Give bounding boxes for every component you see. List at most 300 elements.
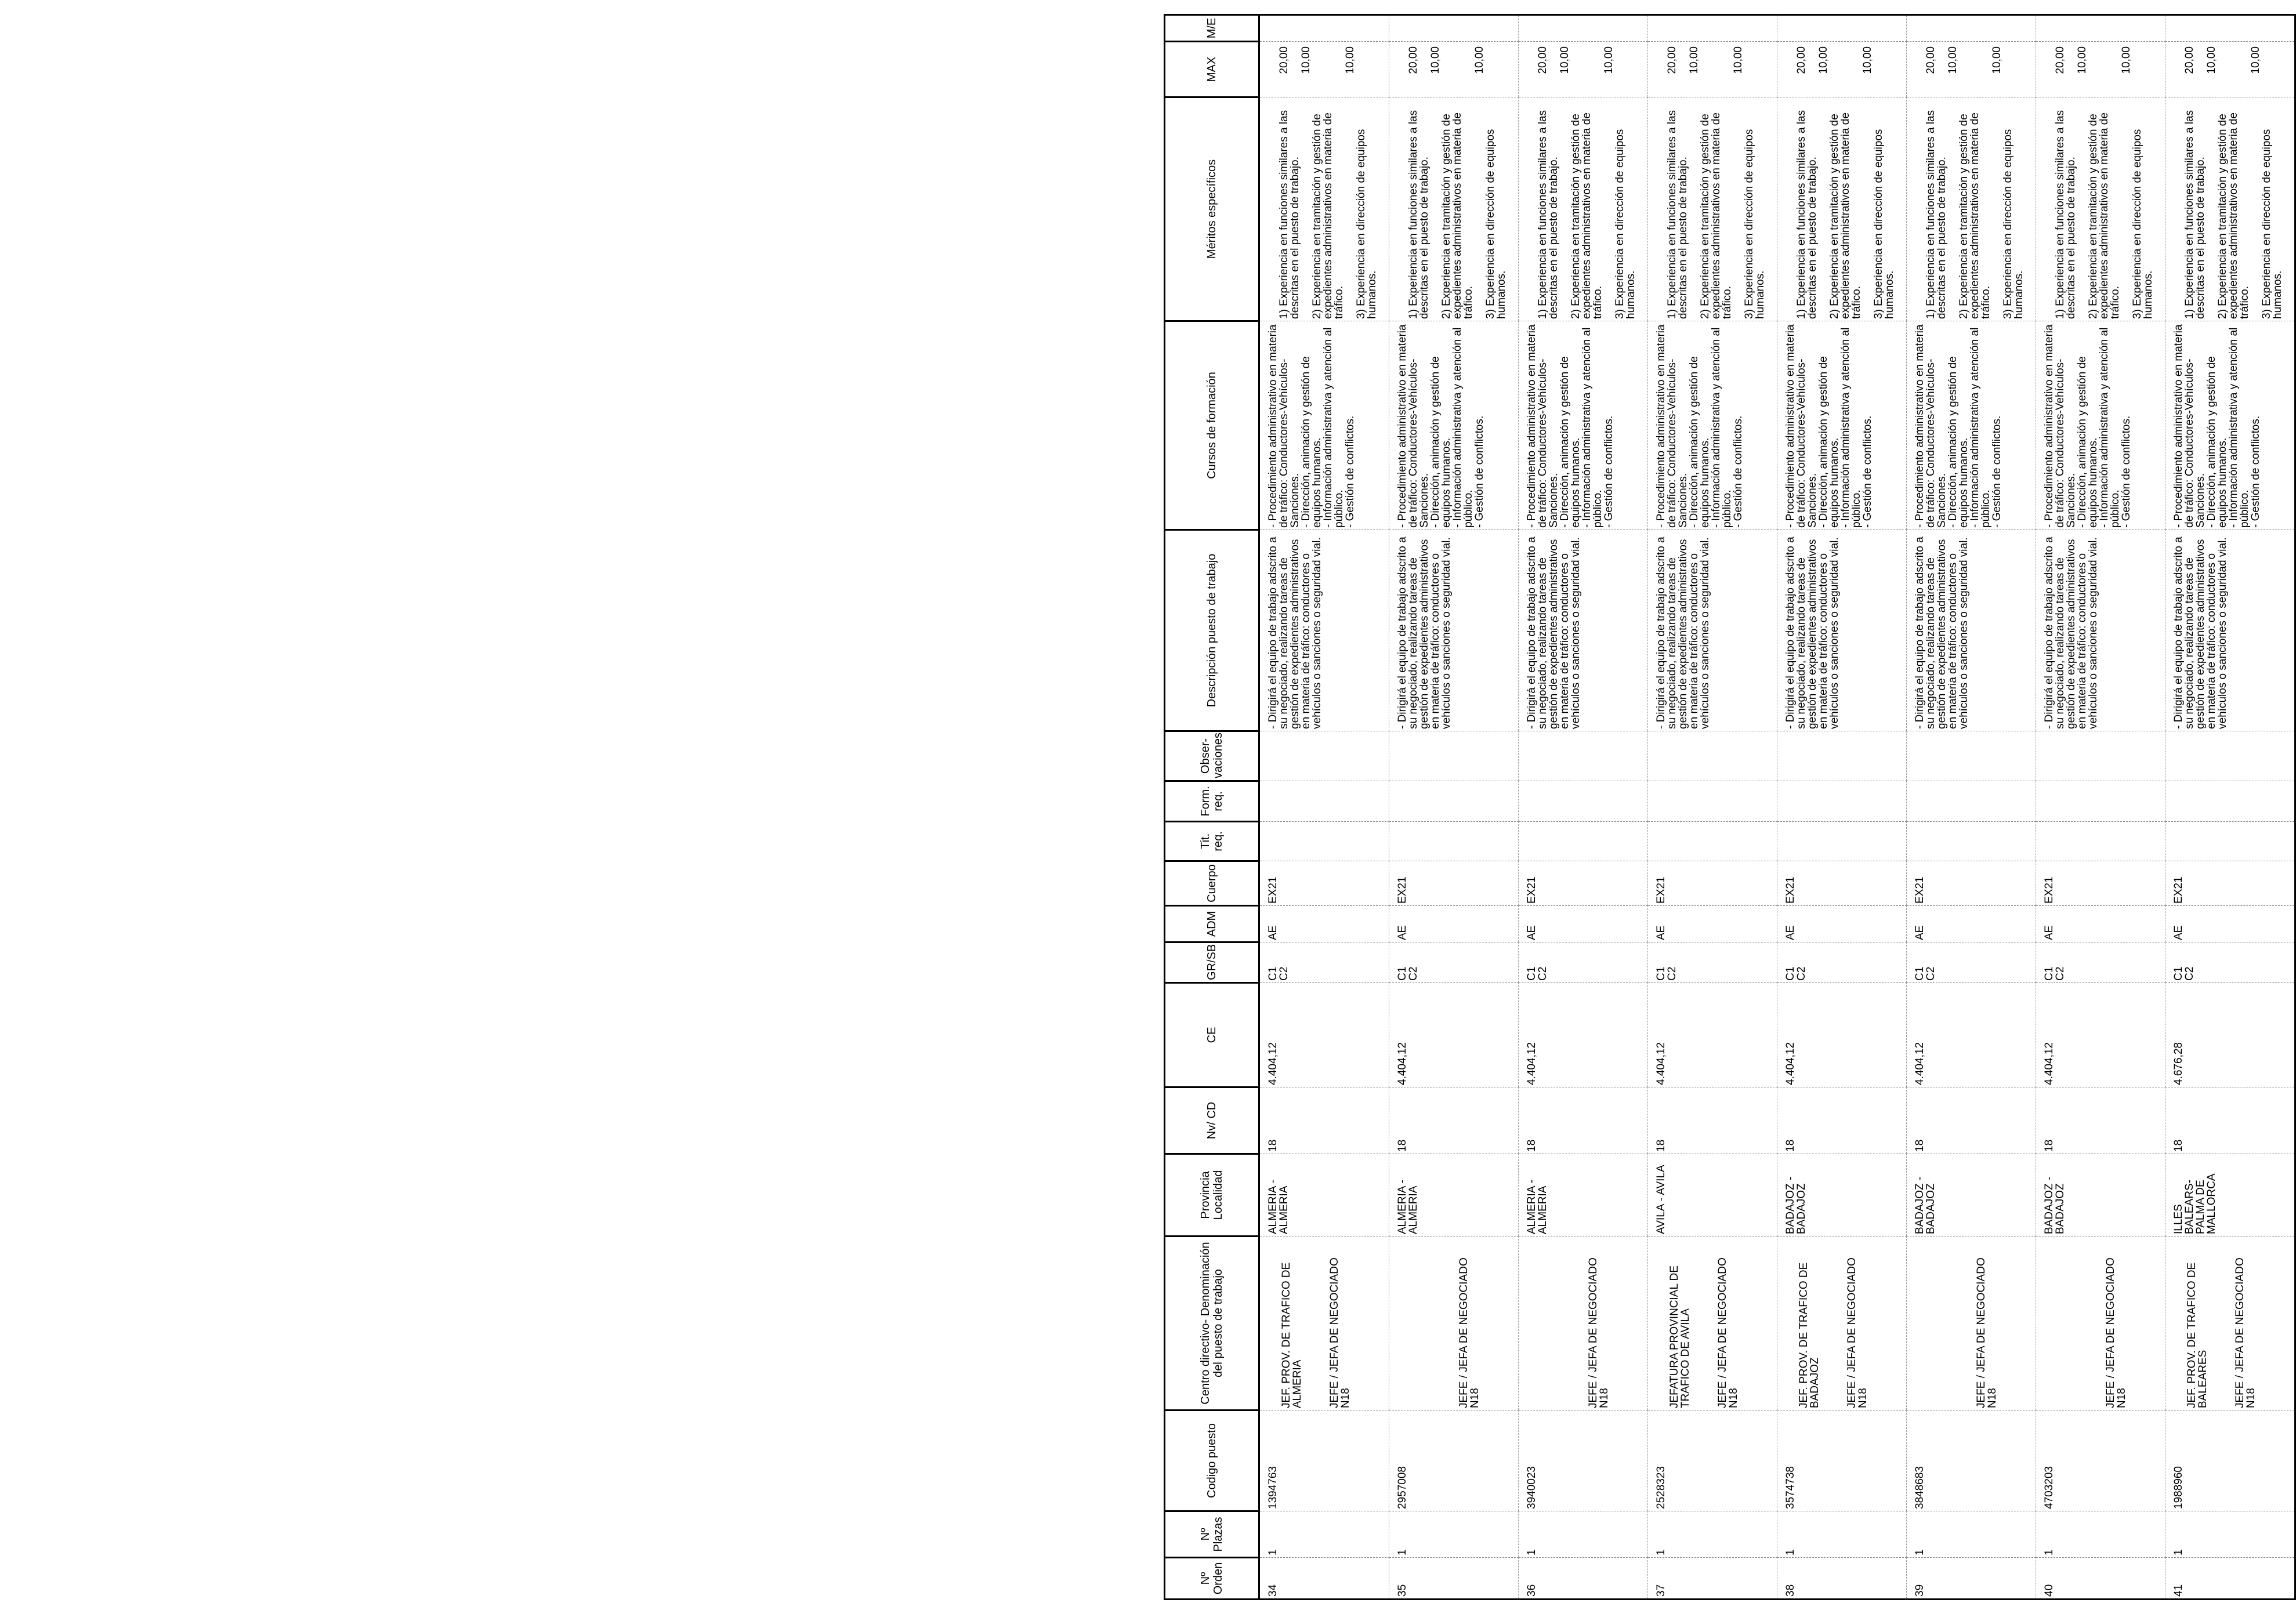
plazas: 1 <box>2043 1549 2055 1555</box>
table-header <box>1165 15 1259 1600</box>
nivel-cd: 18 <box>2043 1139 2055 1152</box>
descripcion-puesto: - Dirigirá el equipo de trabajo adscrito a su negociado, realizando tareas de gestión de expedientes administrativos en materia de tráfico: conductores o vehículos o sanciones o seguridad vial. <box>1655 536 1711 729</box>
formacion-requerida <box>1260 781 1267 821</box>
grupo-cell <box>2036 942 2165 983</box>
max-3: 10,00 <box>1862 46 1874 74</box>
plazas-cell <box>1907 1511 2036 1558</box>
grupo-cell <box>1389 942 1519 983</box>
header-max: MAX <box>1165 42 1259 97</box>
codigo-cell <box>1907 1410 2036 1511</box>
table-row <box>1259 15 1389 1600</box>
nivel-cd: 18 <box>1655 1139 1667 1152</box>
formacion-cell <box>1389 781 1519 822</box>
provincia-cell <box>1259 1154 1389 1236</box>
me-cell <box>1777 15 1907 42</box>
grupo-cell <box>1907 942 2036 983</box>
adm-cell <box>1907 906 2036 942</box>
cuerpo: EX21 <box>2172 876 2185 904</box>
meritos-cell <box>1389 97 1519 321</box>
complemento-especifico: 4.404,12 <box>1396 1042 1408 1085</box>
plazas: 1 <box>2172 1549 2185 1555</box>
centro-directivo <box>2055 1238 2094 1408</box>
cuerpo: EX21 <box>1914 876 1926 904</box>
rotated-table-wrapper <box>1164 16 2284 1600</box>
observaciones-cell <box>1519 731 1648 781</box>
descripcion-cell <box>1519 530 1648 731</box>
centro-directivo: JEFATURA PROVINCIAL DE TRAFICO DE AVILA <box>1668 1265 1692 1408</box>
merito-3: 3) Experiencia en dirección de equipos humanos. <box>1484 129 1508 319</box>
me-cell <box>1259 15 1389 42</box>
orden-cell <box>1777 1558 1907 1600</box>
meritos-cell <box>2165 97 2295 321</box>
nivel-cell <box>1389 1087 1519 1154</box>
header-grupo: GR/SB <box>1165 942 1259 983</box>
denominacion-puesto: JEFE / JEFA DE NEGOCIADO N18 <box>1846 1257 1869 1408</box>
provincia-localidad: BADAJOZ - BADAJOZ <box>1784 1176 1808 1234</box>
me-cell <box>1389 15 1519 42</box>
ce-cell <box>1389 983 1519 1087</box>
complemento-especifico: 4.404,12 <box>1655 1042 1667 1085</box>
merito-2: 2) Experiencia en tramitación y gestión de expedientes administrativos en materia de tráfico. <box>2217 113 2251 319</box>
max-1: 20,00 <box>1537 46 1549 74</box>
orden: 37 <box>1655 1584 1667 1597</box>
codigo-puesto: 4703203 <box>2043 1466 2055 1509</box>
denominacion-puesto: JEFE / JEFA DE NEGOCIADO N18 <box>1975 1257 1998 1408</box>
descripcion-puesto: - Dirigirá el equipo de trabajo adscrito a su negociado, realizando tareas de gestión de expedientes administrativos en materia de tráfico: conductores o vehículos o sanciones o seguridad vial. <box>2043 536 2099 729</box>
me-value <box>1260 16 1267 41</box>
orden: 34 <box>1267 1584 1279 1597</box>
nivel-cell <box>2036 1087 2165 1154</box>
titulacion-cell <box>1259 822 1389 861</box>
titulacion-requerida <box>1389 822 1397 861</box>
cuerpo: EX21 <box>1526 876 1538 904</box>
descripcion-puesto: - Dirigirá el equipo de trabajo adscrito a su negociado, realizando tareas de gestión de expedientes administrativos en materia de tráfico: conductores o vehículos o sanciones o seguridad vial. <box>1396 536 1453 729</box>
titulacion-cell <box>2036 822 2165 861</box>
grupo-subgrupo: C1 C2 <box>1784 966 1808 981</box>
centro-cell <box>1648 1236 1777 1410</box>
grupo-subgrupo: C1 C2 <box>2043 966 2066 981</box>
codigo-puesto: 3848683 <box>1914 1466 1926 1509</box>
codigo-cell <box>2036 1410 2165 1511</box>
header-me: M/E <box>1165 15 1259 42</box>
observaciones <box>1389 731 1397 781</box>
titulacion-cell <box>1907 822 2036 861</box>
cuerpo-cell <box>1907 861 2036 906</box>
max-cell <box>1389 42 1519 97</box>
grupo-subgrupo: C1 C2 <box>1396 966 1419 981</box>
cursos-cell <box>1389 321 1519 530</box>
nivel-cell <box>1907 1087 2036 1154</box>
provincia-cell <box>2036 1154 2165 1236</box>
orden: 35 <box>1396 1584 1408 1597</box>
adm-cell <box>1648 906 1777 942</box>
centro-cell <box>2165 1236 2295 1410</box>
titulacion-requerida <box>1648 822 1656 861</box>
nivel-cell <box>1777 1087 1907 1154</box>
denominacion-puesto: JEFE / JEFA DE NEGOCIADO N18 <box>1587 1257 1610 1408</box>
cuerpo-cell <box>2165 861 2295 906</box>
provincia-localidad: BADAJOZ - BADAJOZ <box>2043 1176 2066 1234</box>
titulacion-requerida <box>1907 822 1914 861</box>
merito-1: 1) Experiencia en funciones similares a las descritas en el puesto de trabajo. <box>2183 110 2207 319</box>
cuerpo: EX21 <box>1784 876 1797 904</box>
orden-cell <box>1519 1558 1648 1600</box>
provincia-cell <box>1777 1154 1907 1236</box>
provincia-cell <box>2165 1154 2295 1236</box>
max-3: 10,00 <box>1603 46 1615 74</box>
administracion: AE <box>2043 925 2055 940</box>
codigo-puesto: 1988960 <box>2172 1466 2185 1509</box>
header-codigo: Codigo puesto <box>1165 1410 1259 1511</box>
formacion-requerida <box>1777 781 1785 821</box>
nivel-cell <box>1259 1087 1389 1154</box>
max-cell <box>2165 42 2295 97</box>
titulacion-requerida <box>1260 822 1267 861</box>
orden-cell <box>2165 1558 2295 1600</box>
meritos-cell <box>1519 97 1648 321</box>
merito-1: 1) Experiencia en funciones similares a las descritas en el puesto de trabajo. <box>1925 110 1948 319</box>
orden: 40 <box>2043 1584 2055 1597</box>
cursos-cell <box>1907 321 2036 530</box>
administracion: AE <box>1655 925 1667 940</box>
max-3: 10,00 <box>2120 46 2132 74</box>
grupo-cell <box>2165 942 2295 983</box>
max-1: 20,00 <box>1795 46 1808 74</box>
titulacion-cell <box>1777 822 1907 861</box>
ce-cell <box>1259 983 1389 1087</box>
plazas: 1 <box>1784 1549 1797 1555</box>
titulacion-cell <box>2165 822 2295 861</box>
ce-cell <box>1648 983 1777 1087</box>
formacion-requerida <box>2036 781 2044 821</box>
orden: 41 <box>2172 1584 2185 1597</box>
centro-directivo <box>1925 1238 1965 1408</box>
formacion-cell <box>1259 781 1389 822</box>
table-row <box>1389 15 1519 1600</box>
max-2: 10,00 <box>1688 46 1700 74</box>
merito-2: 2) Experiencia en tramitación y gestión de expedientes administrativos en materia de tráfico. <box>1311 113 1345 319</box>
denominacion-puesto: JEFE / JEFA DE NEGOCIADO N18 <box>1328 1257 1352 1408</box>
plazas-cell <box>2036 1511 2165 1558</box>
max-3: 10,00 <box>2250 46 2262 74</box>
max-3: 10,00 <box>1991 46 2003 74</box>
descripcion-cell <box>1907 530 2036 731</box>
administracion: AE <box>1396 925 1408 940</box>
descripcion-cell <box>1389 530 1519 731</box>
descripcion-cell <box>1777 530 1907 731</box>
nivel-cd: 18 <box>1914 1139 1926 1152</box>
max-3: 10,00 <box>1344 46 1356 74</box>
formacion-requerida <box>1519 781 1526 821</box>
observaciones <box>2036 731 2044 781</box>
titulacion-cell <box>1519 822 1648 861</box>
header-observaciones: Obser- vaciones <box>1165 731 1259 781</box>
merito-2: 2) Experiencia en tramitación y gestión de expedientes administrativos en materia de tráfico. <box>2087 113 2121 319</box>
administracion: AE <box>1526 925 1538 940</box>
merito-1: 1) Experiencia en funciones similares a las descritas en el puesto de trabajo. <box>2054 110 2077 319</box>
header-adm: ADM <box>1165 906 1259 942</box>
titulacion-requerida <box>1777 822 1785 861</box>
cuerpo-cell <box>1777 861 1907 906</box>
plazas-cell <box>1519 1511 1648 1558</box>
nivel-cd: 18 <box>1396 1139 1408 1152</box>
adm-cell <box>1259 906 1389 942</box>
formacion-cell <box>2165 781 2295 822</box>
meritos-cell <box>1259 97 1389 321</box>
observaciones-cell <box>1648 731 1777 781</box>
administracion: AE <box>2172 925 2185 940</box>
cursos-formacion: - Procedimiento administrativo en materia de tráfico: Conductores-Vehículos-Sanciones. - Dirección, animación y gestión de equipos humanos. - Información administrativa y atención al público. - Gestión de conflictos. <box>1914 324 2003 528</box>
centro-directivo <box>1537 1238 1577 1408</box>
provincia-localidad: ALMERIA - ALMERIA <box>1267 1180 1290 1234</box>
header-cuerpo: Cuerpo <box>1165 861 1259 906</box>
grupo-cell <box>1519 942 1648 983</box>
meritos-cell <box>1777 97 1907 321</box>
titulacion-requerida <box>1519 822 1526 861</box>
denominacion-puesto: JEFE / JEFA DE NEGOCIADO N18 <box>2105 1257 2128 1408</box>
meritos-cell <box>2036 97 2165 321</box>
cuerpo: EX21 <box>1396 876 1408 904</box>
max-1: 20,00 <box>1925 46 1937 74</box>
plazas-cell <box>2165 1511 2295 1558</box>
nivel-cell <box>1519 1087 1648 1154</box>
orden-cell <box>1389 1558 1519 1600</box>
cuerpo-cell <box>1389 861 1519 906</box>
centro-directivo: JEF. PROV. DE TRAFICO DE BALEARES <box>2186 1262 2209 1408</box>
orden: 39 <box>1914 1584 1926 1597</box>
ce-cell <box>2165 983 2295 1087</box>
observaciones <box>1648 731 1656 781</box>
complemento-especifico: 4.676,28 <box>2172 1042 2185 1085</box>
max-cell <box>1519 42 1648 97</box>
me-value <box>2036 16 2044 41</box>
orden-cell <box>1907 1558 2036 1600</box>
max-1: 20,00 <box>1666 46 1678 74</box>
formacion-requerida <box>1389 781 1397 821</box>
meritos-cell <box>1648 97 1777 321</box>
orden-cell <box>2036 1558 2165 1600</box>
max-2: 10,00 <box>1300 46 1312 74</box>
nivel-cd: 18 <box>1526 1139 1538 1152</box>
table-row <box>2036 15 2165 1600</box>
me-cell <box>1648 15 1777 42</box>
merito-1: 1) Experiencia en funciones similares a las descritas en el puesto de trabajo. <box>1407 110 1431 319</box>
codigo-puesto: 2957008 <box>1396 1466 1408 1509</box>
plazas-cell <box>1777 1511 1907 1558</box>
observaciones <box>1519 731 1526 781</box>
merito-3: 3) Experiencia en dirección de equipos humanos. <box>2002 129 2025 319</box>
header-orden: Nº Orden <box>1165 1558 1259 1600</box>
codigo-cell <box>1777 1410 1907 1511</box>
descripcion-cell <box>2036 530 2165 731</box>
cuerpo-cell <box>1648 861 1777 906</box>
titulacion-cell <box>1648 822 1777 861</box>
cursos-formacion: - Procedimiento administrativo en materia de tráfico: Conductores-Vehículos-Sanciones. - Dirección, animación y gestión de equipos humanos. - Información administrativa y atención al público. - Gestión de conflictos. <box>1655 324 1744 528</box>
me-value <box>1777 16 1785 41</box>
max-3: 10,00 <box>1473 46 1486 74</box>
ce-cell <box>1907 983 2036 1087</box>
me-value <box>1519 16 1526 41</box>
cursos-formacion: - Procedimiento administrativo en materia de tráfico: Conductores-Vehículos-Sanciones. - Dirección, animación y gestión de equipos humanos. - Información administrativa y atención al público. - Gestión de conflictos. <box>1267 324 1356 528</box>
administracion: AE <box>1267 925 1279 940</box>
table-body <box>1259 15 2295 1600</box>
codigo-puesto: 1394763 <box>1267 1466 1279 1509</box>
adm-cell <box>2165 906 2295 942</box>
header-row <box>1165 15 1259 1600</box>
header-descripcion: Descripción puesto de trabajo <box>1165 530 1259 731</box>
formacion-requerida <box>1907 781 1914 821</box>
administracion: AE <box>1784 925 1797 940</box>
nivel-cd: 18 <box>1267 1139 1279 1152</box>
formacion-requerida <box>1648 781 1656 821</box>
table-row <box>1648 15 1777 1600</box>
observaciones-cell <box>1907 731 2036 781</box>
max-2: 10,00 <box>1559 46 1571 74</box>
adm-cell <box>1777 906 1907 942</box>
descripcion-cell <box>2165 530 2295 731</box>
max-cell <box>1259 42 1389 97</box>
max-1: 20,00 <box>2183 46 2196 74</box>
centro-directivo: JEF. PROV. DE TRAFICO DE ALMERIA <box>1280 1262 1303 1408</box>
descripcion-puesto: - Dirigirá el equipo de trabajo adscrito a su negociado, realizando tareas de gestión de expedientes administrativos en materia de tráfico: conductores o vehículos o sanciones o seguridad vial. <box>1526 536 1582 729</box>
denominacion-puesto: JEFE / JEFA DE NEGOCIADO N18 <box>1458 1257 1481 1408</box>
max-1: 20,00 <box>2054 46 2066 74</box>
me-cell <box>2036 15 2165 42</box>
centro-directivo: JEF. PROV. DE TRAFICO DE BADAJOZ <box>1798 1262 1821 1408</box>
titulacion-requerida <box>2036 822 2044 861</box>
observaciones <box>1777 731 1785 781</box>
max-2: 10,00 <box>1429 46 1442 74</box>
centro-directivo <box>1408 1238 1447 1408</box>
centro-cell <box>1777 1236 1907 1410</box>
header-cursos: Cursos de formación <box>1165 321 1259 530</box>
cursos-formacion: - Procedimiento administrativo en materia de tráfico: Conductores-Vehículos-Sanciones. - Dirección, animación y gestión de equipos humanos. - Información administrativa y atención al público. - Gestión de conflictos. <box>1396 324 1486 528</box>
max-cell <box>1777 42 1907 97</box>
plazas: 1 <box>1526 1549 1538 1555</box>
administracion: AE <box>1914 925 1926 940</box>
header-ce: CE <box>1165 983 1259 1087</box>
me-value <box>2165 16 2173 41</box>
formacion-cell <box>1907 781 2036 822</box>
table-row <box>1907 15 2036 1600</box>
max-1: 20,00 <box>1278 46 1290 74</box>
descripcion-puesto: - Dirigirá el equipo de trabajo adscrito a su negociado, realizando tareas de gestión de expedientes administrativos en materia de tráfico: conductores o vehículos o sanciones o seguridad vial. <box>1784 536 1841 729</box>
header-titulacion: Tit. req. <box>1165 822 1259 861</box>
codigo-cell <box>1648 1410 1777 1511</box>
merito-3: 3) Experiencia en dirección de equipos humanos. <box>1614 129 1637 319</box>
me-value <box>1648 16 1656 41</box>
cuerpo-cell <box>1259 861 1389 906</box>
provincia-cell <box>1648 1154 1777 1236</box>
formacion-requerida <box>2165 781 2173 821</box>
table-row <box>2165 15 2295 1600</box>
plazas: 1 <box>1655 1549 1667 1555</box>
cuerpo-cell <box>1519 861 1648 906</box>
cuerpo-cell <box>2036 861 2165 906</box>
observaciones-cell <box>1259 731 1389 781</box>
max-2: 10,00 <box>1947 46 1959 74</box>
header-nivel: Nv/ CD <box>1165 1087 1259 1154</box>
merito-2: 2) Experiencia en tramitación y gestión de expedientes administrativos en materia de tráfico. <box>1570 113 1604 319</box>
codigo-puesto: 3574738 <box>1784 1466 1797 1509</box>
observaciones <box>1907 731 1914 781</box>
max-2: 10,00 <box>1817 46 1830 74</box>
observaciones <box>2165 731 2173 781</box>
merito-3: 3) Experiencia en dirección de equipos humanos. <box>1355 129 1378 319</box>
nivel-cd: 18 <box>1784 1139 1797 1152</box>
max-1: 20,00 <box>1407 46 1419 74</box>
adm-cell <box>1519 906 1648 942</box>
header-meritos: Méritos específicos <box>1165 97 1259 321</box>
denominacion-puesto: JEFE / JEFA DE NEGOCIADO N18 <box>1716 1257 1740 1408</box>
me-cell <box>1907 15 2036 42</box>
me-value <box>1907 16 1914 41</box>
complemento-especifico: 4.404,12 <box>1784 1042 1797 1085</box>
orden: 38 <box>1784 1584 1797 1597</box>
descripcion-puesto: - Dirigirá el equipo de trabajo adscrito a su negociado, realizando tareas de gestión de expedientes administrativos en materia de tráfico: conductores o vehículos o sanciones o seguridad vial. <box>1267 536 1323 729</box>
merito-3: 3) Experiencia en dirección de equipos humanos. <box>1873 129 1896 319</box>
header-plazas: Nº Plazas <box>1165 1511 1259 1558</box>
orden: 36 <box>1526 1584 1538 1597</box>
cuerpo: EX21 <box>1267 876 1279 904</box>
table-row <box>1519 15 1648 1600</box>
provincia-localidad: BADAJOZ - BADAJOZ <box>1914 1176 1937 1234</box>
provincia-cell <box>1389 1154 1519 1236</box>
cursos-cell <box>1777 321 1907 530</box>
denominacion-puesto: JEFE / JEFA DE NEGOCIADO N18 <box>2234 1257 2257 1408</box>
me-cell <box>2165 15 2295 42</box>
plazas: 1 <box>1914 1549 1926 1555</box>
cursos-cell <box>1519 321 1648 530</box>
complemento-especifico: 4.404,12 <box>1526 1042 1538 1085</box>
grupo-cell <box>1648 942 1777 983</box>
centro-cell <box>1389 1236 1519 1410</box>
complemento-especifico: 4.404,12 <box>2043 1042 2055 1085</box>
max-cell <box>1648 42 1777 97</box>
merito-1: 1) Experiencia en funciones similares a las descritas en el puesto de trabajo. <box>1278 110 1301 319</box>
grupo-subgrupo: C1 C2 <box>1914 966 1937 981</box>
codigo-cell <box>1389 1410 1519 1511</box>
observaciones-cell <box>2036 731 2165 781</box>
orden-cell <box>1259 1558 1389 1600</box>
cursos-cell <box>1648 321 1777 530</box>
max-cell <box>2036 42 2165 97</box>
codigo-puesto: 3940023 <box>1526 1466 1538 1509</box>
provincia-localidad: ILLES BALEARS- PALMA DE MALLORCA <box>2172 1173 2218 1234</box>
header-formacion: Form. req. <box>1165 781 1259 822</box>
plazas-cell <box>1259 1511 1389 1558</box>
merito-2: 2) Experiencia en tramitación y gestión de expedientes administrativos en materia de tráfico. <box>1958 113 1992 319</box>
plazas: 1 <box>1267 1549 1279 1555</box>
grupo-subgrupo: C1 C2 <box>1267 966 1290 981</box>
cursos-formacion: - Procedimiento administrativo en materia de tráfico: Conductores-Vehículos-Sanciones. - Dirección, animación y gestión de equipos humanos. - Información administrativa y atención al público. - Gestión de conflictos. <box>1784 324 1874 528</box>
merito-3: 3) Experiencia en dirección de equipos humanos. <box>2131 129 2154 319</box>
grupo-subgrupo: C1 C2 <box>1526 966 1549 981</box>
descripcion-puesto: - Dirigirá el equipo de trabajo adscrito a su negociado, realizando tareas de gestión de expedientes administrativos en materia de tráfico: conductores o vehículos o sanciones o seguridad vial. <box>1914 536 1970 729</box>
merito-3: 3) Experiencia en dirección de equipos humanos. <box>1743 129 1766 319</box>
orden-cell <box>1648 1558 1777 1600</box>
grupo-cell <box>1777 942 1907 983</box>
plazas-cell <box>1648 1511 1777 1558</box>
centro-cell <box>1907 1236 2036 1410</box>
max-2: 10,00 <box>2076 46 2088 74</box>
descripcion-cell <box>1259 530 1389 731</box>
cursos-formacion: - Procedimiento administrativo en materia de tráfico: Conductores-Vehículos-Sanciones. - Dirección, animación y gestión de equipos humanos. - Información administrativa y atención al público. - Gestión de conflictos. <box>2043 324 2132 528</box>
formacion-cell <box>1648 781 1777 822</box>
table-row <box>1777 15 1907 1600</box>
codigo-cell <box>2165 1410 2295 1511</box>
max-2: 10,00 <box>2206 46 2218 74</box>
